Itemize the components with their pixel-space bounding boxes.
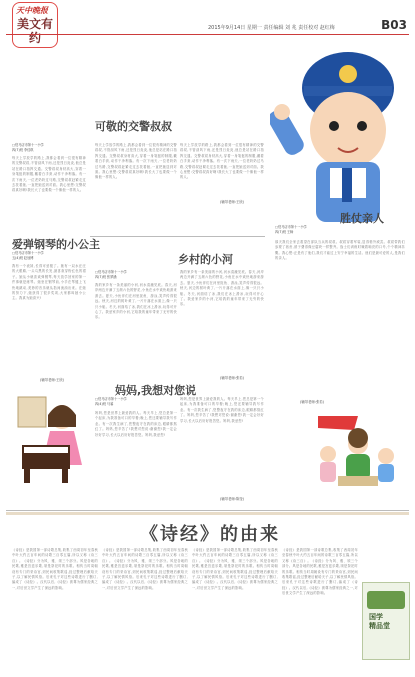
article-meta: □驻马店市第十一小学 四(7)班 王畅 <box>275 225 307 234</box>
page-number: B03 <box>381 18 407 32</box>
article-title: 胜仗亲人 <box>340 212 384 225</box>
section-logo <box>12 2 58 48</box>
article-meta: □驻马店市第十一小学 四(7)班 张梦涵 <box>95 270 127 279</box>
piano-illustration <box>12 387 90 487</box>
ad-box <box>362 582 410 660</box>
section-rule <box>6 510 409 511</box>
article-title: 乡村的小河 <box>178 253 233 266</box>
article-title: 妈妈,我想对您说 <box>115 384 197 397</box>
family-illustration <box>298 410 408 490</box>
article-meta: □驻马店市第十一小学 四(7)班 李佳琪 <box>12 143 44 152</box>
article-body: 我有一个表妹,长得可爱极了。她有一双水汪汪的大眼睛,一头乌黑的长发,最喜欢穿粉红色的裙子。她从小就喜欢弹钢琴,每天放学回家的第一件事就是练琴。她坐在钢琴前,小手在琴键上飞快地跳动,美妙的音乐就从指间流淌出来。在她的努力下,她获得了很多奖项,大家都叫她小公主。我真为她高兴! <box>12 264 86 301</box>
article-meta: □驻马店市第十一小学 四(4)班 马睿 <box>95 397 127 406</box>
section-band <box>6 512 409 515</box>
teacher-note: (辅导老师:张若) <box>220 376 245 380</box>
ad-line1: 国学 <box>369 613 383 621</box>
article-title: 可敬的交警叔叔 <box>95 120 172 133</box>
header-rule <box>6 34 409 35</box>
article-body: 那天我们全家去看望在部队当兵的叔叔。叔叔穿着军装,显得格外威武。叔叔带我们参观了宿舍,被子叠得像豆腐块一样整齐。战士们训练时喊着响亮的口号,个个精神抖擞。我心想:正是有了他们,我们才能过上安宁幸福的生活。他们是最可爱的人,是我们的亲人。 <box>275 240 405 261</box>
article-body: 每天上学放学的路上,我都会看到一位很有精神的交警叔叔,不管刮风下雨,还是烈日炎炎,他总是站在路口指挥交通。交警叔叔身材高大,穿着一身笔挺的制服,戴着白手套,动作干净利落。有一次下雨天,一位老奶奶过马路,交警叔叔赶紧走过去扶着她,一直把她送到对面。我心里想:交警叔叔真好啊!我长大了也要做一个像他一样的人。 <box>12 156 86 193</box>
article-body: 每天上学放学的路上,我都会看到一位很有精神的交警叔叔,不管刮风下雨,还是烈日炎炎,他总是站在路口指挥交通。交警叔叔身材高大,穿着一身笔挺的制服,戴着白手套,动作干净利落。有一次下雨天,一位老奶奶过马路,交警叔叔赶紧走过去扶着她,一直把她送到对面。我心里想:交警叔叔真好啊!我长大了也要做一个像他一样的人。 <box>180 143 264 180</box>
article-body: 我的家乡有一条美丽的小河,河水清澈见底。春天,河岸两边开满了五颜六色的野花,小鱼在水中欢快地游来游去。夏天,小伙伴们在河里捉鱼、游泳,笑声传得很远。秋天,河边的树叶黄了,一片片落在水面上,像一只只小船。冬天,河面结了冰,我们在冰上滑冰,玩得可开心了。我爱家乡的小河,它给我的童年带来了无穷的快乐。 <box>95 283 177 320</box>
article-body: 《诗经》是我国第一部诗歌总集,收集了西周初年至春秋中叶大约五百年间的诗歌三百零五篇,所以又称《诗三百》。《诗经》分为风、雅、颂三个部分。风是各地的民歌,雅是宫廷乐歌,颂是祭祀时的乐歌。相传当时周朝设有专门的采诗官,到民间收集歌谣,经过整理后献给天子,以了解民情风俗。后来孔子对这些诗歌进行了删订,编成了《诗经》。汉代以后,《诗经》被尊为儒家经典之一,对后世文学产生了深远的影响。 <box>102 548 188 590</box>
article-body: 《诗经》是我国第一部诗歌总集,收集了西周初年至春秋中叶大约五百年间的诗歌三百零五篇,所以又称《诗三百》。《诗经》分为风、雅、颂三个部分。风是各地的民歌,雅是宫廷乐歌,颂是祭祀时的乐歌。相传当时周朝设有专门的采诗官,到民间收集歌谣,经过整理后献给天子,以了解民情风俗。后来孔子对这些诗歌进行了删订,编成了《诗经》。汉代以后,《诗经》被尊为儒家经典之一,对后世文学产生了深远的影响。 <box>282 548 358 596</box>
article-title: 《诗经》的由来 <box>140 524 280 545</box>
page-info: 2015年9月14日 星期一 责任编辑 刘 兆 责任校对 赵红梅 <box>208 25 335 31</box>
article-body: 妈妈,您是世界上最爱我的人。每天早上,您总是第一个起床,为我准备可口的早餐;晚上,您还要辅导我写作业。有一次我生病了,您整夜守在我的床边,眼睛都熬红了。妈妈,您辛苦了!我想对您说:谢谢您!我一定会好好学习,长大以后好好报答您。妈妈,我爱您! <box>95 411 177 437</box>
article-body: 妈妈,您是世界上最爱我的人。每天早上,您总是第一个起床,为我准备可口的早餐;晚上,您还要辅导我写作业。有一次我生病了,您整夜守在我的床边,眼睛都熬红了。妈妈,您辛苦了!我想对您说:谢谢您!我一定会好好学习,长大以后好好报答您。妈妈,我爱您! <box>180 397 264 423</box>
ad-line2: 精品堂 <box>369 622 390 630</box>
article-body: 《诗经》是我国第一部诗歌总集,收集了西周初年至春秋中叶大约五百年间的诗歌三百零五篇,所以又称《诗三百》。《诗经》分为风、雅、颂三个部分。风是各地的民歌,雅是宫廷乐歌,颂是祭祀时的乐歌。相传当时周朝设有专门的采诗官,到民间收集歌谣,经过整理后献给天子,以了解民情风俗。后来孔子对这些诗歌进行了删订,编成了《诗经》。汉代以后,《诗经》被尊为儒家经典之一,对后世文学产生了深远的影响。 <box>12 548 98 590</box>
article-body: 每天上学放学的路上,我都会看到一位很有精神的交警叔叔,不管刮风下雨,还是烈日炎炎,他总是站在路口指挥交通。交警叔叔身材高大,穿着一身笔挺的制服,戴着白手套,动作干净利落。有一次下雨天,一位老奶奶过马路,交警叔叔赶紧走过去扶着她,一直把她送到对面。我心里想:交警叔叔真好啊!我长大了也要做一个像他一样的人。 <box>95 143 177 180</box>
brand-name: 天中晚报 <box>16 6 48 15</box>
teacher-note: (辅导老师:王欣) <box>220 200 245 204</box>
teacher-note: (辅导老师:陈莹) <box>220 497 245 501</box>
article-body: 我的家乡有一条美丽的小河,河水清澈见底。春天,河岸两边开满了五颜六色的野花,小鱼在水中欢快地游来游去。夏天,小伙伴们在河里捉鱼、游泳,笑声传得很远。秋天,河边的树叶黄了,一片片落在水面上,像一只只小船。冬天,河面结了冰,我们在冰上滑冰,玩得可开心了。我爱家乡的小河,它给我的童年带来了无穷的快乐。 <box>180 270 264 307</box>
article-meta: □驻马店市第十一小学 五(4)班 赵冠博 <box>12 251 44 260</box>
article-body: 《诗经》是我国第一部诗歌总集,收集了西周初年至春秋中叶大约五百年间的诗歌三百零五篇,所以又称《诗三百》。《诗经》分为风、雅、颂三个部分。风是各地的民歌,雅是宫廷乐歌,颂是祭祀时的乐歌。相传当时周朝设有专门的采诗官,到民间收集歌谣,经过整理后献给天子,以了解民情风俗。后来孔子对这些诗歌进行了删订,编成了《诗经》。汉代以后,《诗经》被尊为儒家经典之一,对后世文学产生了深远的影响。 <box>192 548 278 590</box>
article-title: 爱弹钢琴的小公主 <box>12 238 100 251</box>
teacher-note: (辅导老师:张若) <box>300 400 325 404</box>
teacher-note: (辅导老师:王欣) <box>40 378 65 382</box>
section-title: 美文有约 <box>17 17 54 45</box>
police-illustration <box>270 40 410 230</box>
column-rule <box>90 236 265 237</box>
